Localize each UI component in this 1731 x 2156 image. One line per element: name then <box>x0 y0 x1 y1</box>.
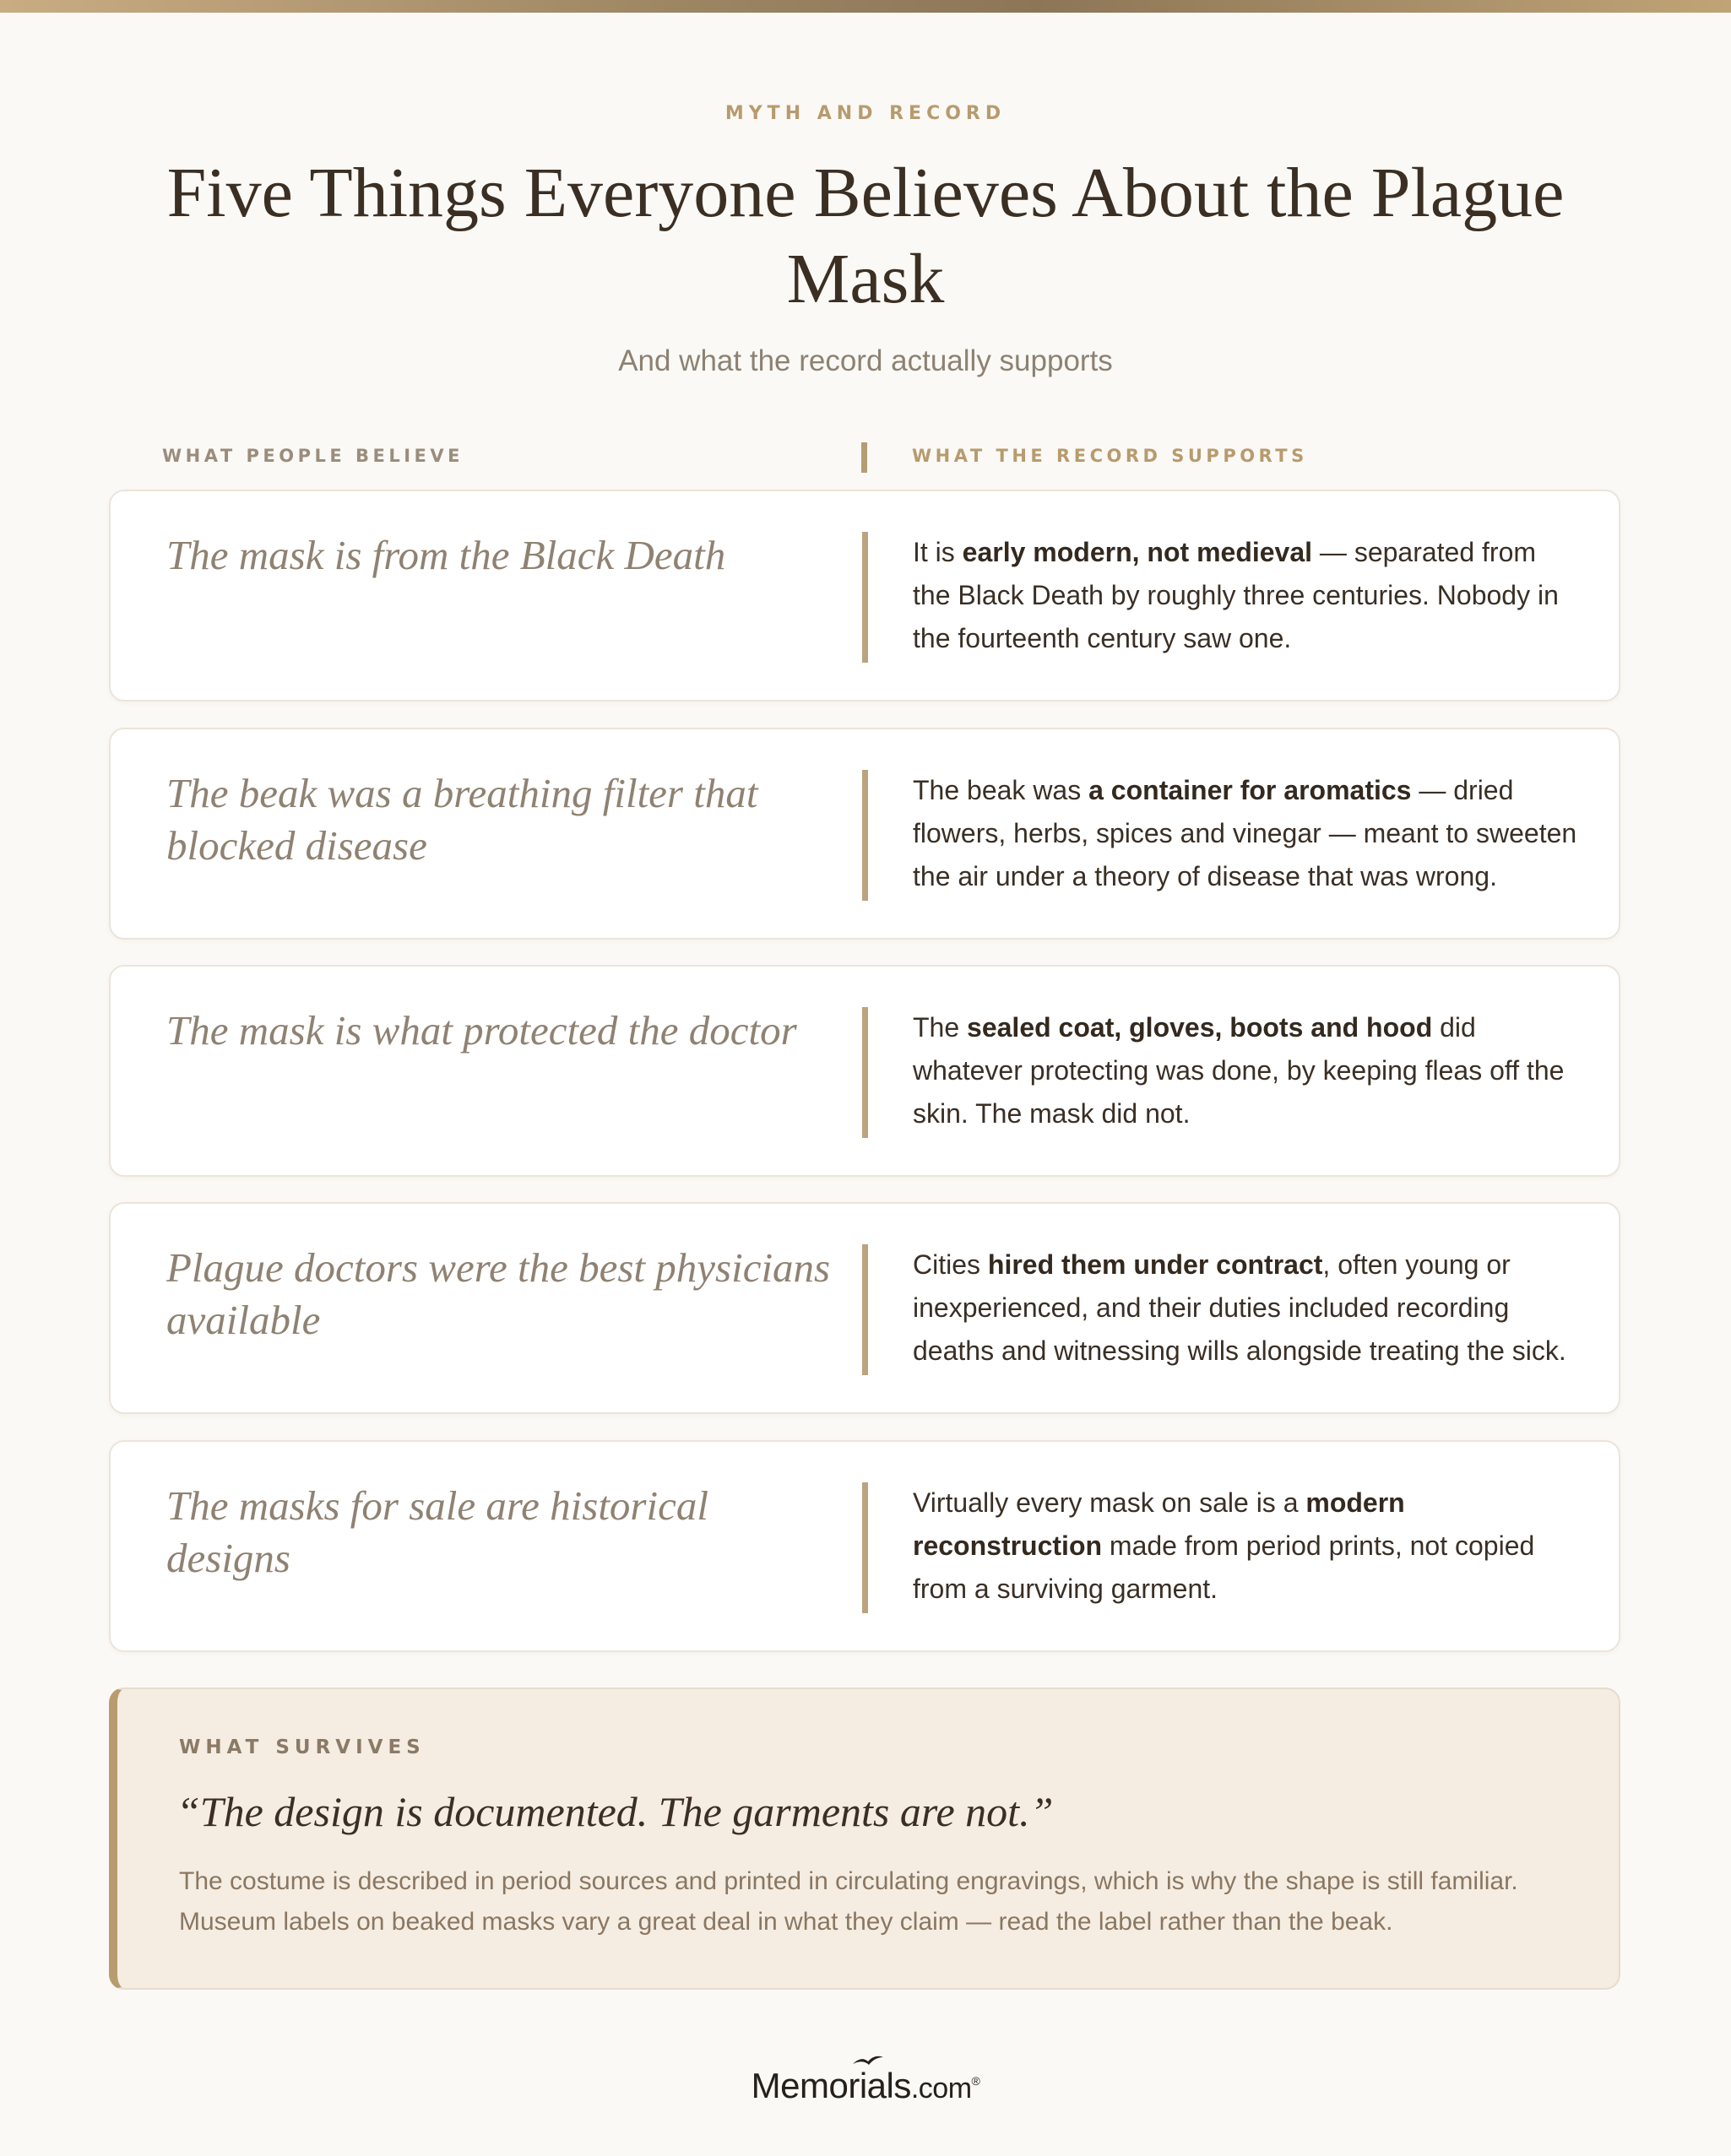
top-accent-bar <box>0 0 1731 13</box>
column-header-divider <box>861 442 867 473</box>
logo-suffix: .com <box>910 2072 972 2105</box>
myth-card <box>109 965 1620 1177</box>
fact-text: The sealed coat, gloves, boots and hood did whatever protecting was done, by keeping fleas off the skin. The mask did not. <box>913 1012 1565 1129</box>
column-header-believe: WHAT PEOPLE BELIEVE <box>162 446 464 466</box>
myth-card <box>109 1440 1620 1652</box>
myth-card <box>109 1202 1620 1414</box>
myth-text: The mask is from the Black Death <box>166 532 726 578</box>
fact-text: Virtually every mask on sale is a modern reconstruction made from period prints, not copied from a surviving garment. <box>913 1487 1535 1604</box>
what-survives-callout <box>109 1687 1620 1990</box>
myth-text: The beak was a breathing filter that blocked disease <box>166 770 758 869</box>
myth-text: The mask is what protected the doctor <box>166 1007 797 1054</box>
fact-text: The beak was a container for aromatics — dried flowers, herbs, spices and vinegar — meant to sweeten the air under a theory of disease that was wrong. <box>913 775 1577 891</box>
fact-text: It is early modern, not medieval — separated from the Black Death by roughly three centuries. Nobody in the fourteenth century saw one. <box>913 537 1559 653</box>
column-header-record: WHAT THE RECORD SUPPORTS <box>912 446 1308 466</box>
logo-wordmark: Memorials <box>751 2066 911 2105</box>
card-divider <box>862 1007 868 1138</box>
card-divider <box>862 1482 868 1613</box>
bird-icon <box>851 2054 885 2066</box>
fact-text: Cities hired them under contract, often young or inexperienced, and their duties included recording deaths and witnessing wills alongside treating the sick. <box>913 1249 1566 1366</box>
myth-text: The masks for sale are historical designs <box>166 1482 708 1581</box>
myth-text: Plague doctors were the best physicians available <box>166 1244 831 1343</box>
myth-card <box>109 728 1620 940</box>
memorials-logo <box>0 2066 1731 2106</box>
card-divider <box>862 532 868 663</box>
page-subtitle: And what the record actually supports <box>618 344 1113 377</box>
card-divider <box>862 770 868 901</box>
eyebrow-label: MYTH AND RECORD <box>724 103 1007 124</box>
card-divider <box>862 1244 868 1375</box>
callout-quote: “The design is documented. The garments are not.” <box>176 1788 1054 1835</box>
callout-body: The costume is described in period sources and printed in circulating engravings, which is why the shape is still familiar. Museum labels on beaked masks vary a great deal in what they claim — read the label rather than the beak. <box>179 1867 1518 1936</box>
registered-mark: ® <box>971 2074 980 2088</box>
callout-label: WHAT SURVIVES <box>179 1736 426 1758</box>
myth-card <box>109 490 1620 702</box>
page-title: Five Things Everyone Believes About the Plague Mask <box>166 154 1565 318</box>
